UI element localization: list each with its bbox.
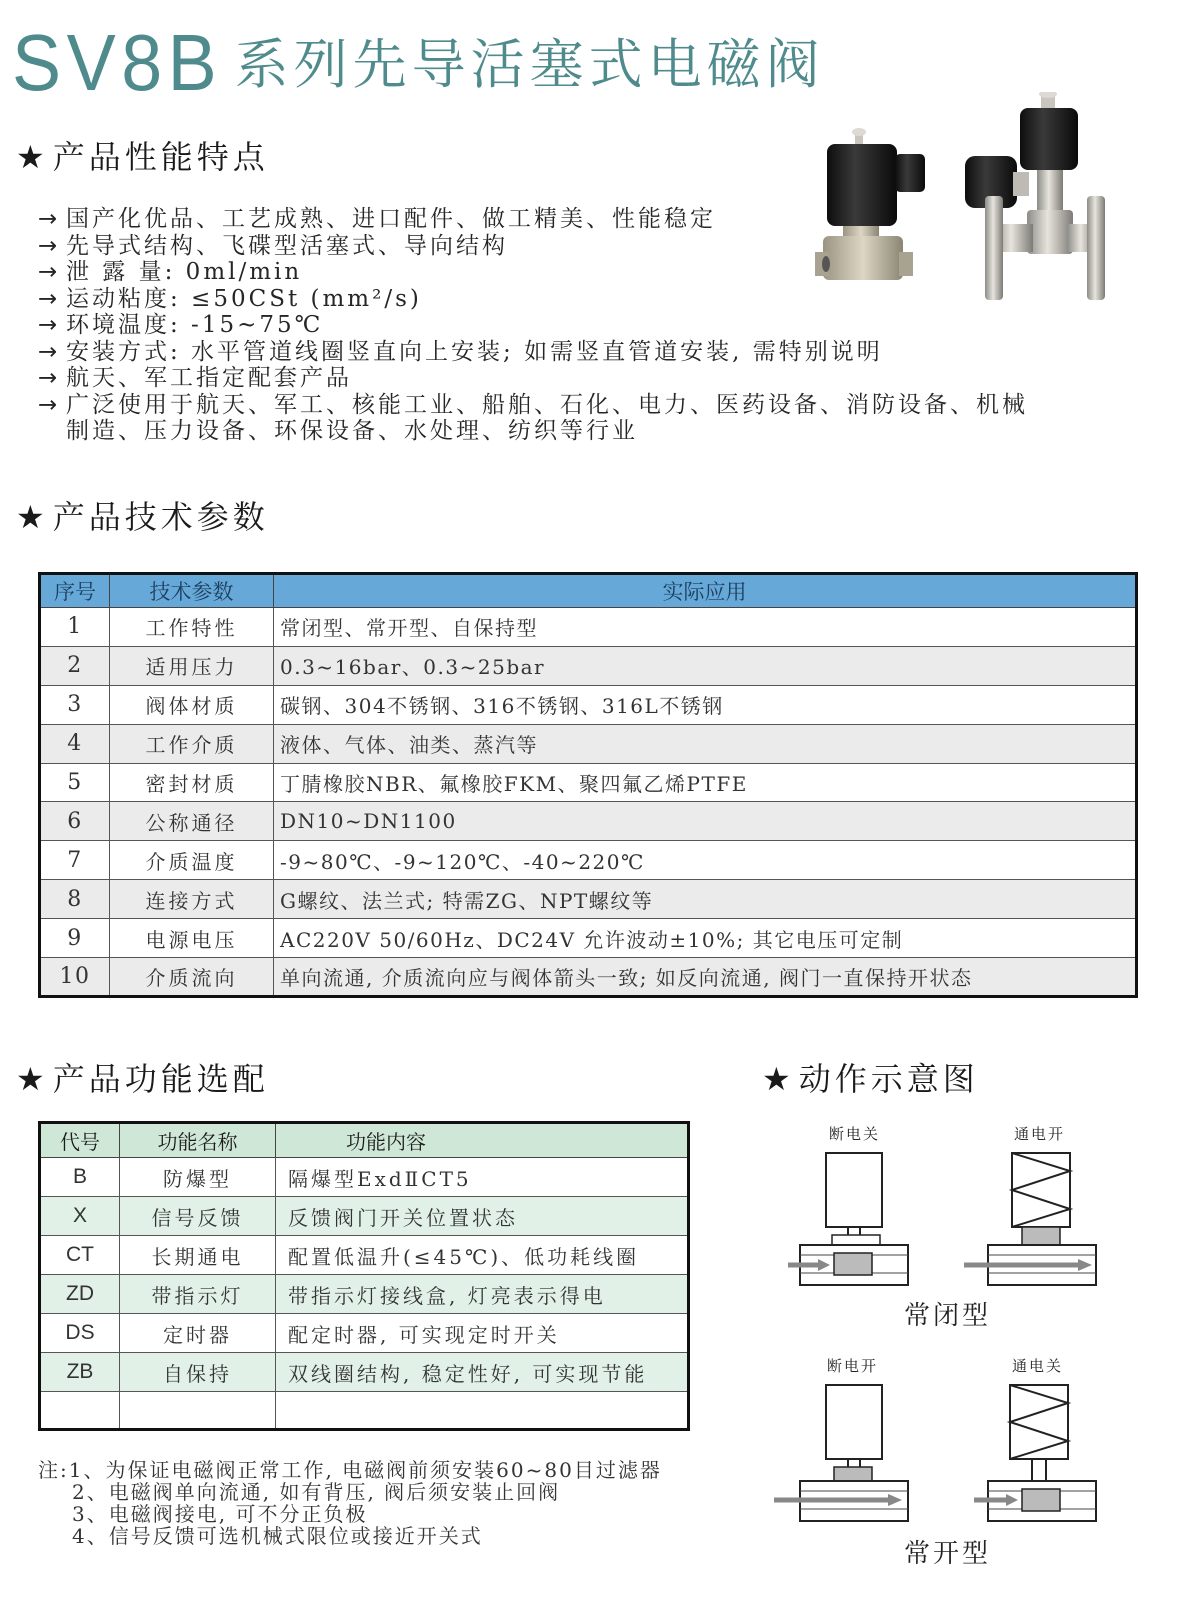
- table-row: [40, 958, 1137, 997]
- option-content: 带指示灯接线盒, 灯亮表示得电: [276, 1275, 689, 1314]
- option-content: 双线圈结构, 稳定性好, 可实现节能: [276, 1353, 689, 1392]
- param-value: 单向流通, 介质流向应与阀体箭头一致; 如反向流通, 阀门一直保持开状态: [274, 958, 1137, 997]
- note-line: 3、电磁阀接电, 可不分正负极: [72, 1502, 368, 1526]
- param-name: 电源电压: [110, 919, 274, 958]
- empty-row: [40, 1392, 689, 1430]
- row-number: 9: [40, 919, 110, 958]
- option-name: 防爆型: [120, 1158, 276, 1197]
- param-value: 丁腈橡胶NBR、氟橡胶FKM、聚四氟乙烯PTFE: [274, 763, 1137, 802]
- diagram-heading: ★ 动作示意图: [762, 1060, 979, 1098]
- action-diagram: [760, 1115, 1160, 1595]
- arrow-icon: →: [38, 259, 58, 285]
- arrow-icon: →: [38, 232, 58, 259]
- no-type-label: 常开型: [904, 1539, 992, 1569]
- star-icon: ★: [16, 498, 49, 536]
- option-name: 带指示灯: [120, 1275, 276, 1314]
- table-row: [40, 646, 1137, 685]
- arrow-icon: →: [38, 285, 58, 312]
- table-row: [40, 1158, 689, 1197]
- option-content: 配定时器, 可实现定时开关: [276, 1314, 689, 1353]
- option-code: CT: [40, 1236, 120, 1275]
- options-heading: ★ 产品功能选配: [16, 1060, 269, 1098]
- empty-cell: [40, 1392, 120, 1430]
- no-on-valve: [974, 1385, 1096, 1521]
- param-value: G螺纹、法兰式; 特需ZG、NPT螺纹等: [274, 880, 1137, 919]
- table-row: [40, 685, 1137, 724]
- param-name: 密封材质: [110, 763, 274, 802]
- table-row: [40, 919, 1137, 958]
- option-content: 隔爆型ExdⅡCT5: [276, 1158, 689, 1197]
- product-photo: [815, 92, 1115, 310]
- row-number: 10: [40, 958, 110, 997]
- option-table: [38, 1121, 690, 1431]
- table-row: [40, 1353, 689, 1392]
- table-row: [40, 802, 1137, 841]
- option-code: B: [40, 1158, 120, 1197]
- table-row: [40, 1275, 689, 1314]
- no-off-label: 断电开: [827, 1357, 879, 1375]
- table-row: [40, 608, 1137, 647]
- star-icon: ★: [16, 138, 49, 176]
- feature-item: → 先导式结构、飞碟型活塞式、导向结构: [38, 232, 508, 259]
- spec-table-header: [40, 574, 1137, 608]
- feature-item: → 安装方式: 水平管道线圈竖直向上安装; 如需竖直管道安装, 需特别说明: [38, 338, 883, 365]
- option-name: 信号反馈: [120, 1197, 276, 1236]
- option-code: DS: [40, 1314, 120, 1353]
- note-line: 2、电磁阀单向流通, 如有背压, 阀后须安装止回阀: [72, 1480, 561, 1504]
- column-header: 代号: [40, 1123, 120, 1158]
- flanged-valve: [965, 92, 1105, 300]
- table-row: [40, 841, 1137, 880]
- feature-item-continued: 制造、压力设备、环保设备、水处理、纺织等行业: [66, 418, 638, 444]
- option-content: 反馈阀门开关位置状态: [276, 1197, 689, 1236]
- no-off-valve: [774, 1385, 908, 1521]
- table-row: [40, 763, 1137, 802]
- option-code: X: [40, 1197, 120, 1236]
- nc-off-label: 断电关: [829, 1125, 881, 1143]
- param-name: 工作介质: [110, 724, 274, 763]
- star-icon: ★: [762, 1060, 795, 1098]
- features-heading: ★ 产品性能特点: [16, 138, 269, 176]
- row-number: 6: [40, 802, 110, 841]
- feature-item: → 环境温度: -15~75℃: [38, 312, 324, 338]
- option-table-header: [40, 1123, 689, 1158]
- row-number: 1: [40, 608, 110, 647]
- option-name: 长期通电: [120, 1236, 276, 1275]
- table-row: [40, 1197, 689, 1236]
- column-header: 技术参数: [110, 574, 274, 608]
- note-line: 注:1、为保证电磁阀正常工作, 电磁阀前须安装60~80目过滤器: [38, 1458, 662, 1482]
- param-value: DN10~DN1100: [274, 802, 1137, 841]
- param-name: 工作特性: [110, 608, 274, 647]
- arrow-icon: →: [38, 312, 58, 338]
- specs-heading: ★ 产品技术参数: [16, 498, 269, 536]
- page-title: [12, 14, 825, 107]
- param-value: 0.3~16bar、0.3~25bar: [274, 646, 1137, 685]
- row-number: 2: [40, 646, 110, 685]
- no-on-label: 通电关: [1012, 1357, 1064, 1375]
- param-value: AC220V 50/60Hz、DC24V 允许波动±10%; 其它电压可定制: [274, 919, 1137, 958]
- option-code: ZD: [40, 1275, 120, 1314]
- diagram-graphic: [760, 1115, 1160, 1535]
- column-header: 功能名称: [120, 1123, 276, 1158]
- feature-item: → 航天、军工指定配套产品: [38, 365, 352, 391]
- threaded-valve: [815, 128, 925, 280]
- param-value: 液体、气体、油类、蒸汽等: [274, 724, 1137, 763]
- feature-item: → 国产化优品、工艺成熟、进口配件、做工精美、性能稳定: [38, 206, 716, 232]
- star-icon: ★: [16, 1060, 49, 1098]
- model-code: SV8B: [12, 18, 223, 107]
- column-header: 实际应用: [274, 574, 1137, 608]
- nc-type-label: 常闭型: [904, 1301, 992, 1331]
- row-number: 5: [40, 763, 110, 802]
- spec-table: [38, 572, 1138, 998]
- option-name: 自保持: [120, 1353, 276, 1392]
- notes: [38, 1459, 662, 1547]
- param-value: 碳钢、304不锈钢、316不锈钢、316L不锈钢: [274, 685, 1137, 724]
- table-row: [40, 880, 1137, 919]
- table-row: [40, 1236, 689, 1275]
- table-row: [40, 724, 1137, 763]
- param-name: 介质流向: [110, 958, 274, 997]
- note-line: 4、信号反馈可选机械式限位或接近开关式: [72, 1524, 483, 1548]
- param-value: -9~80℃、-9~120℃、-40~220℃: [274, 841, 1137, 880]
- row-number: 8: [40, 880, 110, 919]
- arrow-icon: →: [38, 391, 58, 418]
- product-name: 系列先导活塞式电磁阀: [234, 33, 825, 96]
- param-name: 介质温度: [110, 841, 274, 880]
- empty-cell: [120, 1392, 276, 1430]
- param-name: 公称通径: [110, 802, 274, 841]
- param-name: 连接方式: [110, 880, 274, 919]
- column-header: 序号: [40, 574, 110, 608]
- option-name: 定时器: [120, 1314, 276, 1353]
- row-number: 7: [40, 841, 110, 880]
- row-number: 3: [40, 685, 110, 724]
- arrow-icon: →: [38, 206, 58, 232]
- nc-on-label: 通电开: [1014, 1125, 1066, 1143]
- param-name: 适用压力: [110, 646, 274, 685]
- arrow-icon: →: [38, 365, 58, 391]
- arrow-icon: →: [38, 338, 58, 365]
- column-header: 功能内容: [276, 1123, 689, 1158]
- feature-item: → 运动粘度: ≤50CSt (mm²/s): [38, 285, 422, 312]
- empty-cell: [276, 1392, 689, 1430]
- nc-on-valve: [964, 1153, 1096, 1285]
- param-value: 常闭型、常开型、自保持型: [274, 608, 1137, 647]
- option-content: 配置低温升(≤45℃)、低功耗线圈: [276, 1236, 689, 1275]
- option-code: ZB: [40, 1353, 120, 1392]
- feature-item: → 广泛使用于航天、军工、核能工业、船舶、石化、电力、医药设备、消防设备、机械: [38, 391, 1028, 418]
- nc-off-valve: [788, 1153, 908, 1285]
- row-number: 4: [40, 724, 110, 763]
- feature-item: → 泄 露 量: 0ml/min: [38, 259, 303, 285]
- param-name: 阀体材质: [110, 685, 274, 724]
- table-row: [40, 1314, 689, 1353]
